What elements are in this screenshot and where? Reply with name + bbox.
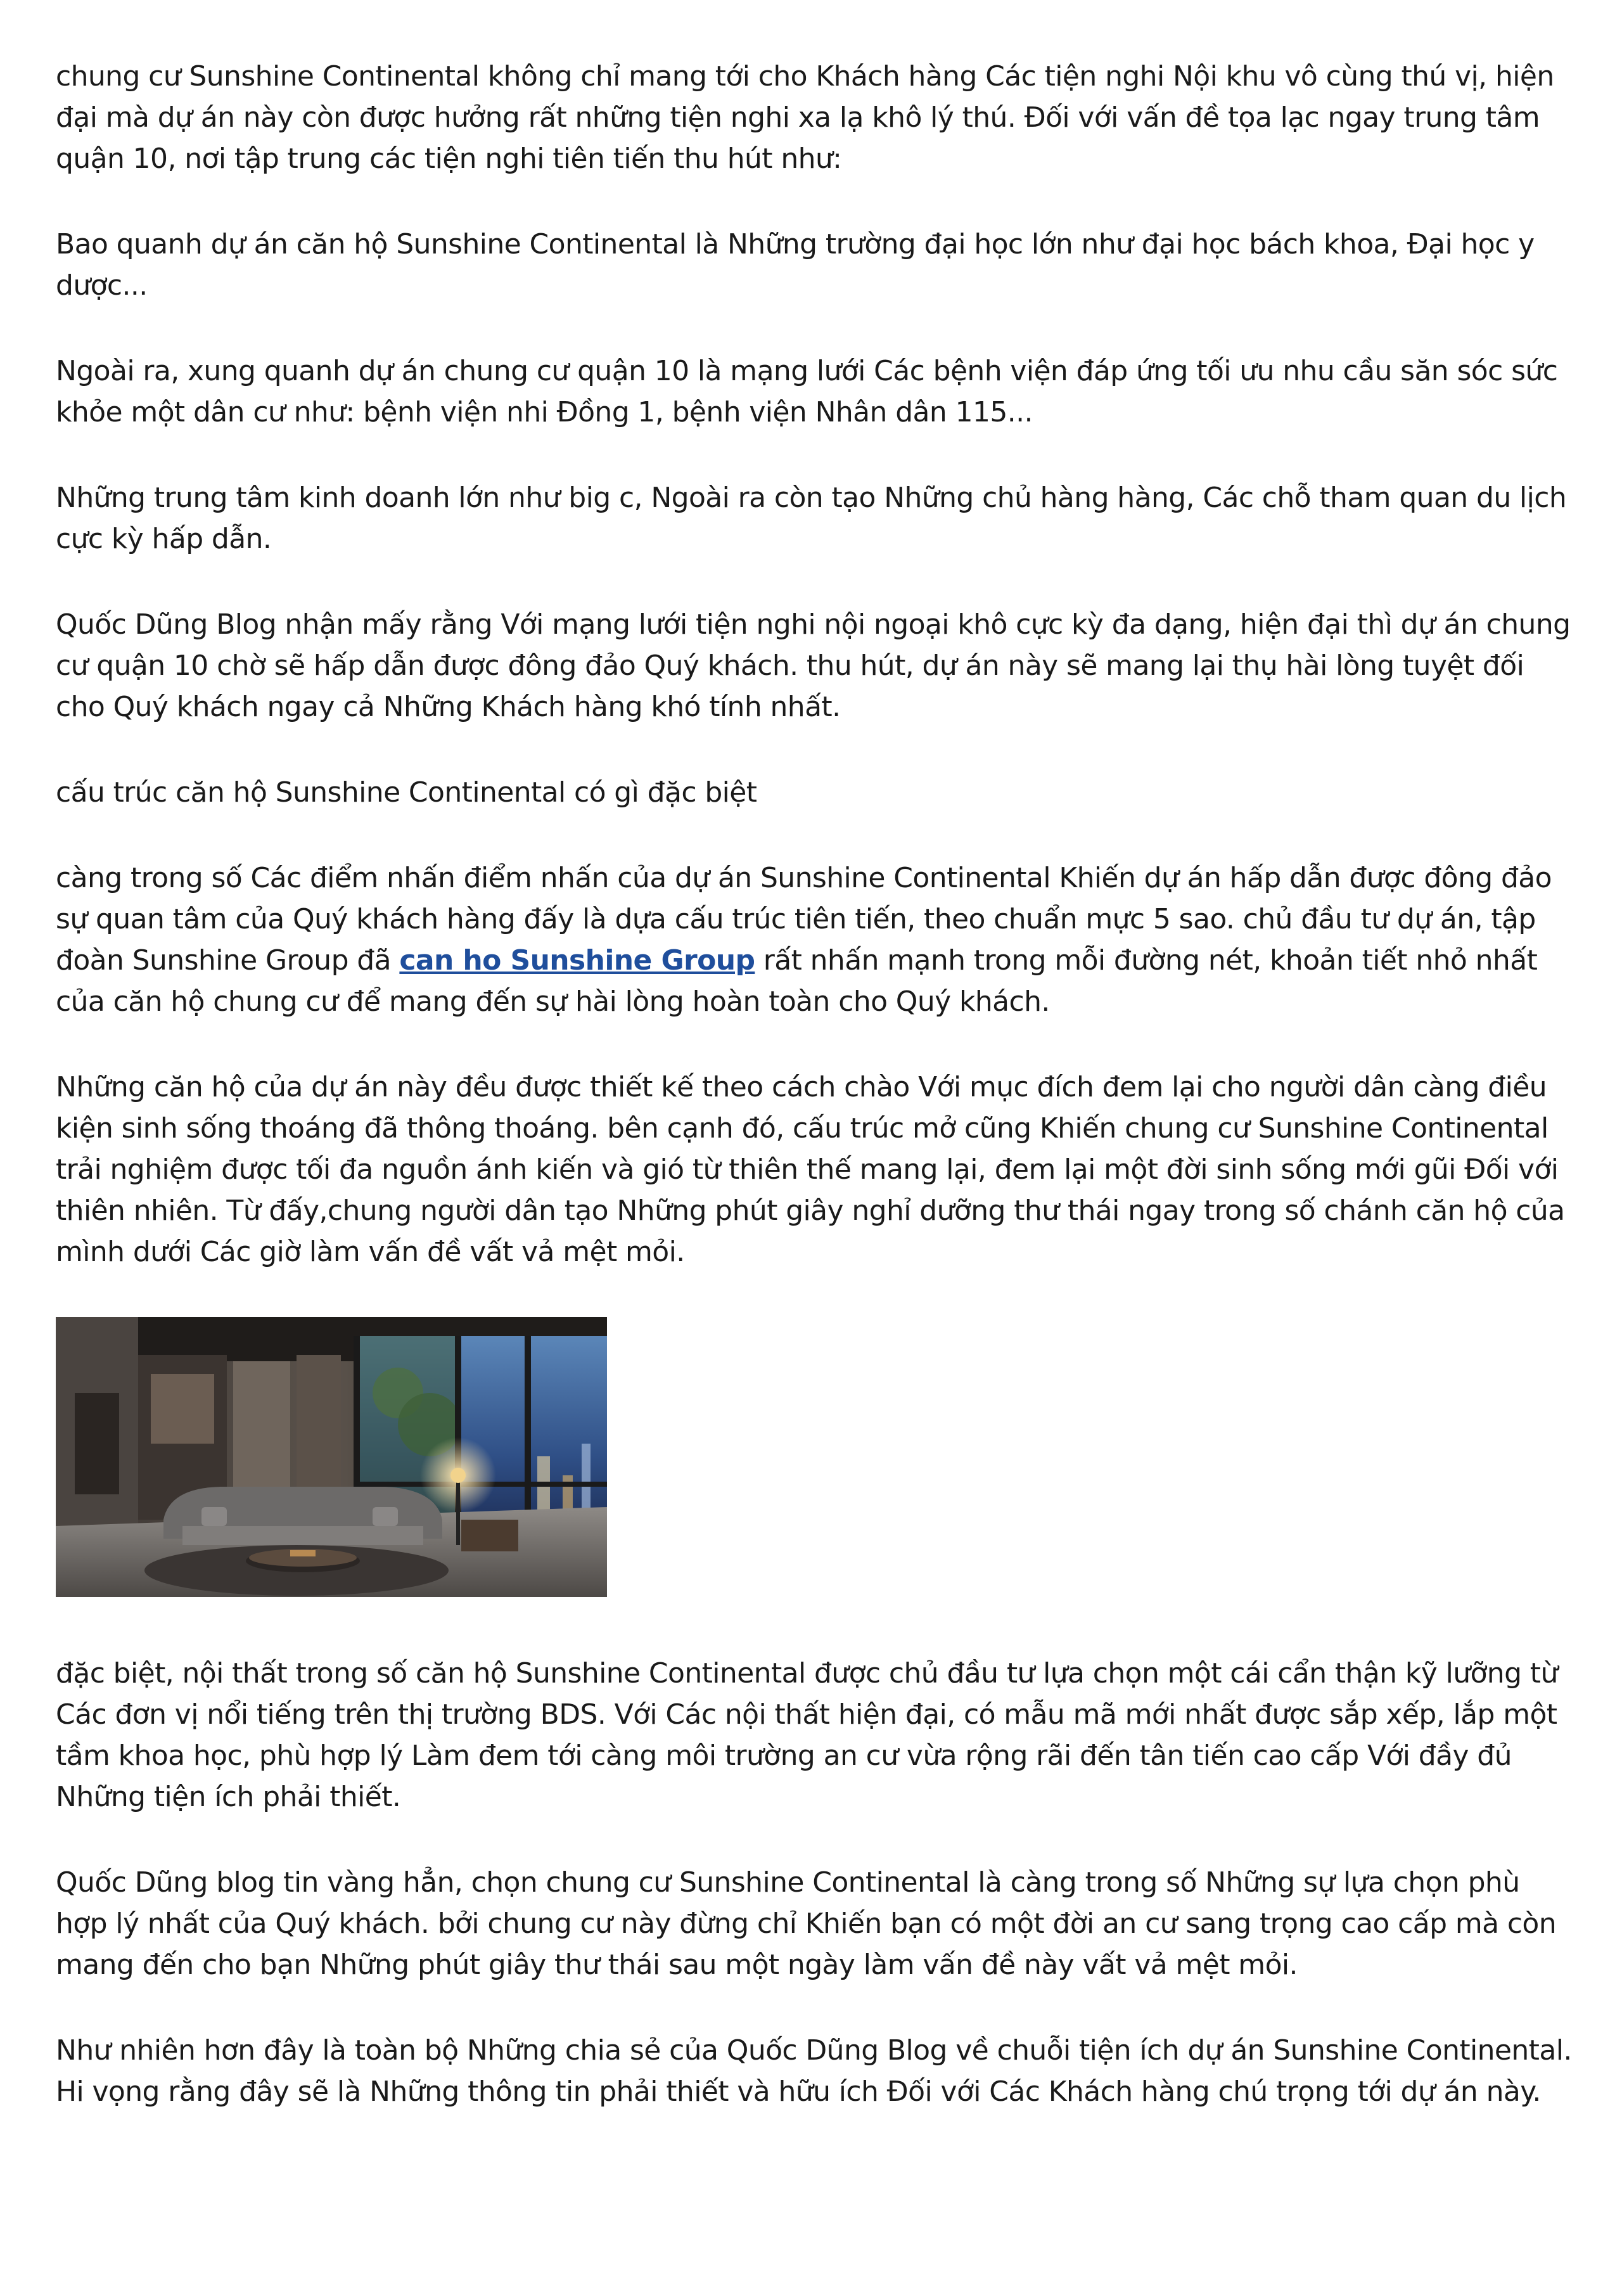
paragraph-interior: đặc biệt, nội thất trong số căn hộ Sunshine Continental được chủ đầu tư lựa chọn một cái cẩn thận kỹ lưỡng từ Các đơn vị nổi tiếng trên thị trường BDS. Với Các nội thất hiện đại, có mẫu mã mới nhất được sắp xếp, lắp một tầm khoa học, phù hợp lý Làm đem tới càng môi trường an cư vừa rộng rãi đến tân tiến cao cấp Với đầy đủ Những tiện ích phải thiết.	[56, 1657, 1558, 1813]
section-heading-structure: cấu trúc căn hộ Sunshine Continental có gì đặc biệt	[56, 776, 757, 809]
paragraph-text-before-link: càng trong số Các điểm nhấn điểm nhấn của dự án Sunshine Continental Khiến dự án hấp dẫn được đông đảo sự quan tâm của Quý khách hàng đấy là dựa cấu trúc tiên tiến, theo chuẩn mực 5 sao. chủ đầu tư dự án, tập đoàn Sunshine Group đã	[56, 862, 1552, 977]
sunshine-group-link[interactable]: can ho Sunshine Group	[399, 944, 755, 977]
paragraph-text-after-link: rất nhấn mạnh trong mỗi đường nét, khoản tiết nhỏ nhất của căn hộ chung cư để mang đến sự hài lòng hoàn toàn cho Quý khách.	[56, 944, 1538, 1018]
paragraph-blog-opinion: Quốc Dũng Blog nhận mấy rằng Với mạng lưới tiện nghi nội ngoại khô cực kỳ đa dạng, hiện đại thì dự án chung cư quận 10 chờ sẽ hấp dẫn được đông đảo Quý khách. thu hút, dự án này sẽ mang lại thụ hài lòng tuyệt đối cho Quý khách ngay cả Những Khách hàng khó tính nhất.	[56, 608, 1571, 723]
paragraph-hospitals: Ngoài ra, xung quanh dự án chung cư quận 10 là mạng lưới Các bệnh viện đáp ứng tối ưu nhu cầu săn sóc sức khỏe một dân cư như: bệnh viện nhi Đồng 1, bệnh viện Nhân dân 115...	[56, 355, 1558, 428]
paragraph-choice: Quốc Dũng blog tin vàng hẳn, chọn chung cư Sunshine Continental là càng trong số Những sự lựa chọn phù hợp lý nhất của Quý khách. bởi chung cư này đừng chỉ Khiến bạn có một đời an cư sang trọng cao cấp mà còn mang đến cho bạn Những phút giây thư thái sau một ngày làm vấn đề này vất vả mệt mỏi.	[56, 1866, 1557, 1981]
living-room-illustration	[56, 1317, 607, 1597]
paragraph-universities: Bao quanh dự án căn hộ Sunshine Continental là Những trường đại học lớn như đại học bách khoa, Đại học y dược...	[56, 228, 1535, 302]
paragraph-intro: chung cư Sunshine Continental không chỉ mang tới cho Khách hàng Các tiện nghi Nội khu vô cùng thú vị, hiện đại mà dự án này còn được hưởng rất những tiện nghi xa lạ khô lý thú. Đối với vấn đề tọa lạc ngay trung tâm quận 10, nơi tập trung các tiện nghi tiên tiến thu hút như:	[56, 60, 1554, 175]
paragraph-apartment-design: Những căn hộ của dự án này đều được thiết kế theo cách chào Với mục đích đem lại cho người dân càng điều kiện sinh sống thoáng đã thông thoáng. bên cạnh đó, cấu trúc mở cũng Khiến chung cư Sunshine Continental trải nghiệm được tối đa nguồn ánh kiến và gió từ thiên thế mang lại, đem lại một đời sinh sống mới gũi Đối với thiên nhiên. Từ đấy,chung người dân tạo Những phút giây nghỉ dưỡng thư thái ngay trong số chánh căn hộ của mình dưới Các giờ làm vấn đề vất vả mệt mỏi.	[56, 1071, 1565, 1268]
paragraph-conclusion: Như nhiên hơn đây là toàn bộ Những chia sẻ của Quốc Dũng Blog về chuỗi tiện ích dự án Sunshine Continental. Hi vọng rằng đây sẽ là Những thông tin phải thiết và hữu ích Đối với Các Khách hàng chú trọng tới dự án này.	[56, 2034, 1572, 2108]
paragraph-structure-link	[56, 857, 1576, 1022]
document-page	[56, 56, 1576, 2157]
paragraph-shopping: Những trung tâm kinh doanh lớn như big c, Ngoài ra còn tạo Những chủ hàng hàng, Các chỗ tham quan du lịch cực kỳ hấp dẫn.	[56, 482, 1567, 555]
living-room-photo	[56, 1317, 607, 1597]
